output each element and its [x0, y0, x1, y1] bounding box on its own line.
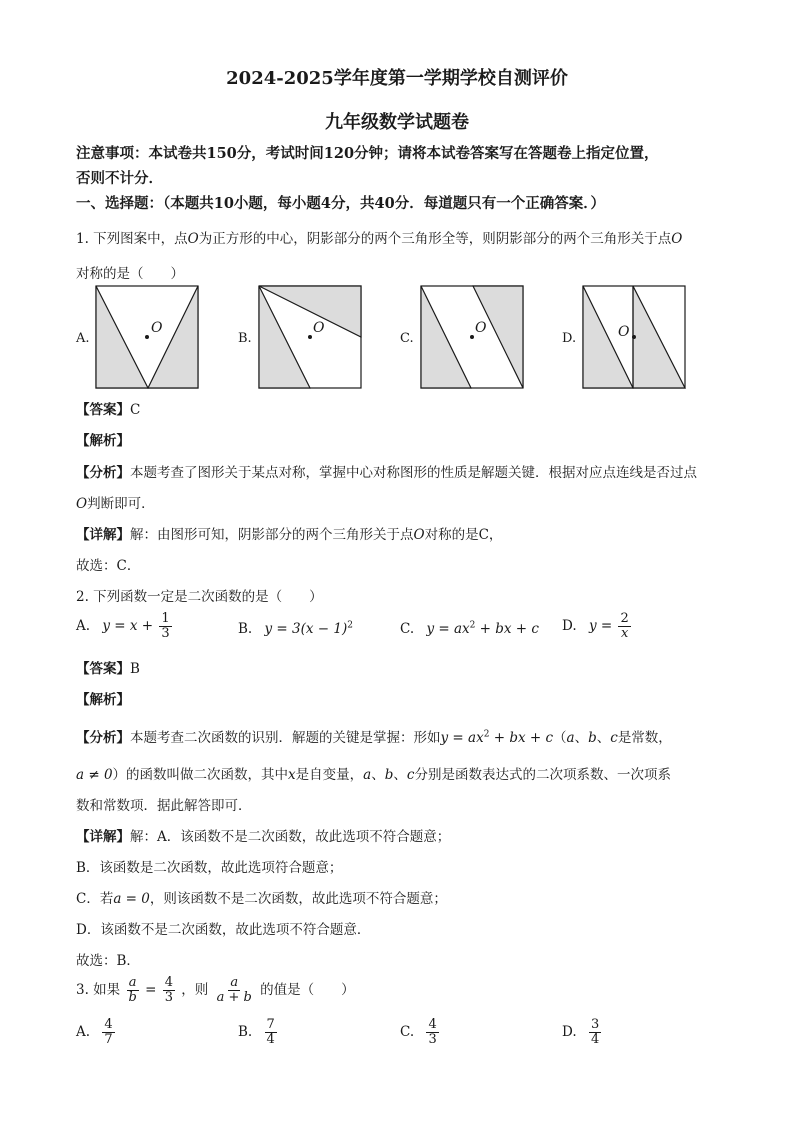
q3-stem-text-a: 3. 如果 — [76, 982, 121, 998]
q2-option-a-fraction — [159, 612, 171, 641]
q2-answer-value: B — [130, 661, 140, 677]
q3-frac2-num: 4 — [164, 975, 173, 990]
q1-fenxi-line-1 — [76, 461, 697, 481]
q3-equals: = — [145, 982, 157, 998]
q2-fenxi-var-b: b — [588, 730, 597, 746]
q1-option-c-label: C. — [400, 331, 414, 346]
q2-fenxi-var-a: a — [566, 730, 575, 746]
q3-fraction-a-over-b — [126, 976, 138, 1005]
q1-point-o-2: O — [671, 231, 683, 247]
q2-fenxi-exponent: 2 — [483, 729, 490, 740]
q2-detail-3-text-a: C．若 — [76, 891, 114, 907]
q2-fenxi-sep-1: 、 — [574, 730, 589, 746]
q1-stem-text-a: 1. 下列图案中，点 — [76, 231, 188, 247]
q3-option-c-den: 3 — [428, 1032, 437, 1047]
q2-option-a-den: 3 — [161, 626, 170, 641]
q2-answer-tag: 【答案】 — [76, 661, 130, 677]
q2-detail-3-text-b: ，则该函数不是二次函数，故此选项不符合题意； — [149, 891, 447, 907]
q1-detail-text-b: 对称的是C， — [424, 527, 503, 543]
q2-fenxi-line2-text-a: ）的函数叫做二次函数，其中 — [112, 767, 289, 783]
q3-fraction-4-over-3 — [163, 976, 175, 1005]
q3-option-b-den: 4 — [266, 1032, 275, 1047]
q2-option-c-expr-1: y = ax — [426, 621, 470, 637]
q2-option-a-num: 1 — [161, 611, 170, 626]
q2-fenxi-sep-2: 、 — [596, 730, 611, 746]
q3-frac3-num: a — [230, 975, 239, 990]
exam-subtitle: 九年级数学试题卷 — [325, 112, 469, 133]
q3-option-d-label: D. — [562, 1024, 577, 1040]
q1-answer-tag: 【答案】 — [76, 402, 130, 418]
notice-line-2: 否则不计分． — [76, 170, 163, 187]
q1-fenxi-line-2 — [76, 492, 155, 512]
q2-fenxi-expr-2: + bx + c — [489, 730, 554, 746]
q3-stem — [76, 976, 355, 1005]
q3-option-a-num: 4 — [104, 1017, 113, 1032]
q3-option-a — [76, 1018, 117, 1047]
q2-option-d-den: x — [620, 626, 629, 641]
q2-fenxi-line2-sep-1: 、 — [371, 767, 385, 783]
q1-option-a-label: A. — [76, 331, 90, 346]
q2-fenxi-line2-text-b: 是自变量， — [295, 767, 364, 783]
q3-option-b-num: 7 — [266, 1017, 275, 1032]
q3-frac3-den: a + b — [216, 990, 252, 1005]
q2-fenxi-var-c: c — [610, 730, 618, 746]
q2-fenxi-text-a: 本题考查二次函数的识别．解题的关键是掌握：形如 — [130, 730, 441, 746]
q1-stem-line-1 — [76, 227, 682, 247]
q2-conclusion: 故选：B． — [76, 953, 140, 969]
q3-option-d-den: 4 — [590, 1032, 600, 1047]
q1-figure-d — [582, 284, 686, 390]
q1-fenxi-point-o: O — [76, 496, 88, 512]
q1-analysis-tag: 【解析】 — [76, 433, 130, 449]
q3-option-d — [562, 1018, 603, 1047]
q2-option-b-label: B. — [238, 621, 253, 637]
q3-option-d-fraction — [589, 1018, 601, 1047]
q2-option-c-expr-2: + bx + c — [475, 621, 539, 637]
q3-frac1-num: a — [128, 975, 137, 990]
q2-detail-3-condition: a = 0 — [113, 891, 150, 907]
q2-detail-line-1 — [76, 825, 450, 845]
q2-option-d-fraction — [618, 612, 630, 641]
q2-fenxi-text-b: （ — [553, 730, 567, 746]
q2-fenxi-text-c: 是常数， — [617, 730, 672, 746]
q3-option-c-label: C. — [400, 1024, 415, 1040]
q3-option-c-num: 4 — [428, 1017, 437, 1032]
q2-fenxi-line2-var-b: b — [384, 767, 394, 783]
q2-fenxi-line2-var-a: a — [363, 767, 372, 783]
q1-figure-a — [95, 284, 199, 390]
q3-stem-text-b: ，则 — [181, 982, 209, 998]
q1-detail-point-o: O — [413, 527, 425, 543]
q1-conclusion: 故选：C． — [76, 558, 141, 574]
q2-option-a-label: A. — [76, 618, 91, 634]
q3-frac2-den: 3 — [164, 990, 173, 1005]
q3-option-c — [400, 1018, 441, 1047]
q2-fenxi-line-2 — [76, 763, 671, 783]
q1-stem-text-b: 为正方形的中心，阴影部分的两个三角形全等，则阴影部分的两个三角形关于点 — [198, 231, 672, 247]
q2-answer — [76, 657, 140, 677]
q1-figure-b — [258, 284, 362, 390]
q2-option-c-label: C. — [400, 621, 415, 637]
q1-answer-value: C — [130, 402, 141, 418]
q3-option-a-label: A. — [76, 1024, 91, 1040]
q1-fenxi-tag: 【分析】 — [76, 465, 130, 481]
q1-fenxi-text: 本题考查了图形关于某点对称，掌握中心对称图形的性质是解题关键．根据对应点连线是否过点 — [130, 465, 697, 481]
q2-option-a-expr: y = x + — [102, 618, 154, 634]
q2-fenxi-line2-sep-2: 、 — [393, 767, 407, 783]
q1-figure-c-point-label: O — [475, 320, 487, 336]
q2-option-a — [76, 612, 174, 641]
q2-option-d-num: 2 — [620, 611, 629, 626]
q3-option-b-fraction — [265, 1018, 277, 1047]
q2-option-b — [238, 621, 353, 637]
q2-detail-line-3 — [76, 887, 447, 907]
q2-fenxi-expr-1: y = ax — [440, 730, 484, 746]
q1-option-d-label: D. — [562, 331, 577, 346]
q3-option-c-fraction — [426, 1018, 438, 1047]
q2-fenxi-line2-text-c: 分别是函数表达式的二次项系数、一次项系 — [414, 767, 671, 783]
q1-figure-d-point-label: O — [618, 324, 630, 340]
q2-fenxi-line2-var-c: c — [406, 767, 415, 783]
notice-line-1: 注意事项：本试卷共150分，考试时间120分钟；请将本试卷答案写在答题卷上指定位置， — [76, 145, 659, 162]
exam-title: 2024-2025学年度第一学期学校自测评价 — [226, 68, 568, 89]
q3-frac1-den: b — [128, 990, 137, 1005]
q2-option-c — [400, 621, 539, 637]
q3-option-a-fraction — [102, 1018, 114, 1047]
q2-detail-text-1: 解：A．该函数不是二次函数，故此选项不符合题意； — [130, 829, 451, 845]
q1-fenxi-text-2: 判断即可． — [87, 496, 155, 512]
q2-fenxi-tag: 【分析】 — [76, 730, 130, 746]
q2-option-b-exponent: 2 — [347, 620, 353, 631]
q2-detail-line-4: D．该函数不是二次函数，故此选项不符合题意． — [76, 922, 371, 938]
q3-option-b — [238, 1018, 279, 1047]
q1-figure-a-point-label: O — [151, 320, 163, 336]
q2-fenxi-var-x: x — [288, 767, 296, 783]
q3-stem-text-c: 的值是（ ） — [260, 982, 355, 998]
q2-stem: 2. 下列函数一定是二次函数的是（ ） — [76, 589, 323, 605]
q1-answer — [76, 398, 140, 418]
q1-stem-line-2: 对称的是（ ） — [76, 266, 184, 282]
q2-option-b-expr: y = 3(x − 1) — [264, 621, 348, 637]
section-heading: 一、选择题：（本题共10小题，每小题4分，共40分．每道题只有一个正确答案．） — [76, 195, 605, 212]
q3-option-a-den: 7 — [104, 1032, 113, 1047]
q2-detail-line-2: B．该函数是二次函数，故此选项符合题意； — [76, 860, 343, 876]
q2-option-d-label: D. — [562, 618, 577, 634]
q1-detail-tag: 【详解】 — [76, 527, 130, 543]
q1-detail — [76, 523, 502, 543]
q1-figure-b-point-label: O — [313, 320, 325, 336]
q3-option-d-num: 3 — [590, 1017, 600, 1032]
q1-figure-c — [420, 284, 524, 390]
q2-option-d — [562, 612, 633, 641]
q2-fenxi-line-3: 数和常数项．据此解答即可． — [76, 798, 252, 814]
q2-detail-tag: 【详解】 — [76, 829, 130, 845]
q3-option-b-label: B. — [238, 1024, 253, 1040]
q1-point-o: O — [187, 231, 199, 247]
q3-fraction-target — [215, 976, 254, 1005]
q2-fenxi-line-1 — [76, 726, 672, 746]
q1-detail-text-a: 解：由图形可知，阴影部分的两个三角形关于点 — [130, 527, 414, 543]
q2-option-d-expr: y = — [588, 618, 613, 634]
q1-option-b-label: B. — [238, 331, 252, 346]
q2-option-c-exponent: 2 — [469, 620, 476, 631]
q2-fenxi-condition: a ≠ 0 — [76, 767, 113, 783]
q2-analysis-tag: 【解析】 — [76, 692, 130, 708]
